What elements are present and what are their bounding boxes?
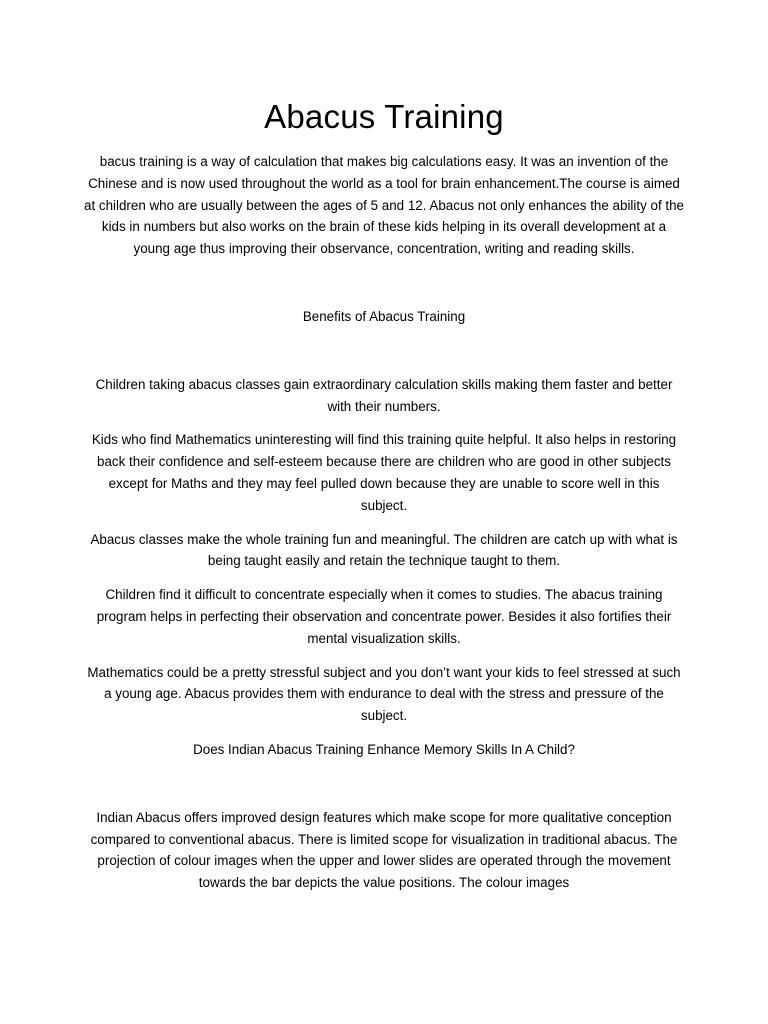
- benefit-paragraph: Mathematics could be a pretty stressful subject and you don’t want your kids to feel stressed at such a young age. Abacus provides them with endurance to deal with the stress and pressure of the subject.: [87, 664, 681, 724]
- benefit-paragraph: Kids who find Mathematics uninteresting will find this training quite helpful. It also helps in restoring back their confidence and self-esteem because there are children who are good in other subjects except for Maths and they may feel pulled down because they are unable to score well in this subject.: [91, 432, 677, 513]
- benefit-paragraph: Children taking abacus classes gain extraordinary calculation skills making them faster and better with their numbers.: [95, 376, 673, 414]
- indian-abacus-paragraph: Indian Abacus offers improved design features which make scope for more qualitative conception compared to conventional abacus. There is limited scope for visualization in traditional abacus. The projection of colour images when the upper and lower slides are operated through the movement towards the bar depicts the value positions. The colour images: [90, 809, 678, 891]
- benefit-paragraph: Abacus classes make the whole training fun and meaningful. The children are catch up with what is being taught easily and retain the technique taught to them.: [90, 531, 678, 569]
- intro-paragraph: bacus training is a way of calculation that makes big calculations easy. It was an invention of the Chinese and is now used throughout the world as a tool for brain enhancement.The course is aimed at children who are usually between the ages of 5 and 12. Abacus not only enhances the ability of the kids in numbers but also works on the brain of these kids helping in its overall development at a young age thus improving their observance, concentration, writing and reading skills.: [84, 154, 685, 257]
- benefit-paragraph: Children find it difficult to concentrate especially when it comes to studies. The abacus training program helps in perfecting their observation and concentrate power. Besides it also fortifies their mental visualization skills.: [96, 587, 672, 646]
- benefits-heading: Benefits of Abacus Training: [302, 308, 466, 324]
- document-title: Abacus Training: [264, 98, 504, 135]
- memory-heading: Does Indian Abacus Training Enhance Memory Skills In A Child?: [193, 741, 575, 757]
